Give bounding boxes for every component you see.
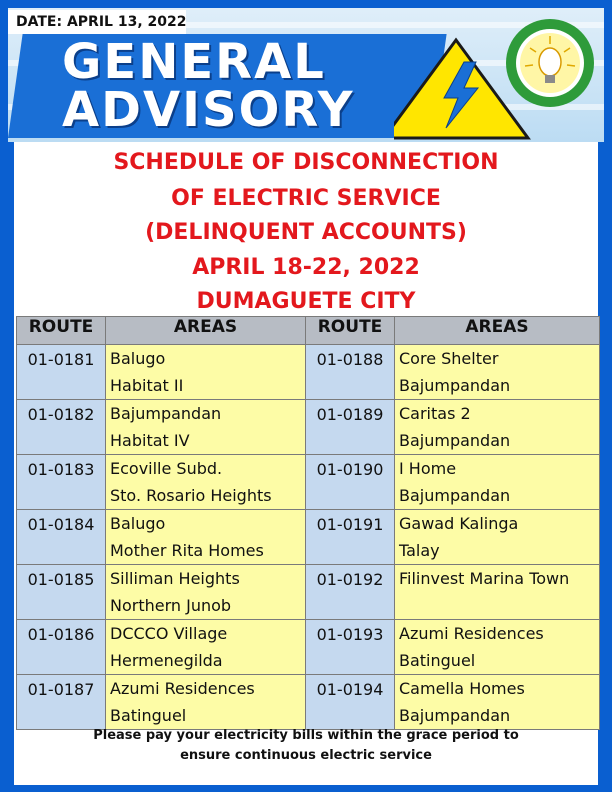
route-code: 01-0184	[17, 510, 106, 565]
route-code: 01-0188	[306, 345, 395, 400]
area-name: Camella Homes	[399, 679, 525, 698]
route-code: 01-0190	[306, 455, 395, 510]
route-code: 01-0183	[17, 455, 106, 510]
area-name: Azumi Residences	[399, 624, 544, 643]
area-name: Silliman Heights	[110, 569, 240, 588]
area-cell	[395, 510, 600, 565]
area-cell	[106, 675, 306, 730]
area-name: Bajumpandan	[399, 706, 511, 725]
area-cell	[395, 345, 600, 400]
column-header-areas: AREAS	[395, 317, 600, 345]
route-code: 01-0181	[17, 345, 106, 400]
area-cell	[106, 620, 306, 675]
route-code: 01-0191	[306, 510, 395, 565]
area-name: Northern Junob	[110, 596, 232, 615]
table-header-row	[17, 317, 600, 345]
table-body	[17, 345, 600, 730]
column-header-route: ROUTE	[17, 317, 106, 345]
route-code: 01-0193	[306, 620, 395, 675]
area-name: Balugo	[110, 349, 166, 368]
area-name: Hermenegilda	[110, 651, 223, 670]
area-name: Caritas 2	[399, 404, 471, 423]
table-row	[17, 675, 600, 730]
area-cell	[106, 455, 306, 510]
area-name: Ecoville Subd.	[110, 459, 223, 478]
notice-city: DUMAGUETE CITY	[196, 289, 416, 314]
area-name: Talay	[399, 541, 440, 560]
area-cell	[395, 675, 600, 730]
notice-heading-1: SCHEDULE OF DISCONNECTION	[113, 150, 499, 175]
area-cell	[395, 565, 600, 620]
route-code: 01-0187	[17, 675, 106, 730]
route-code: 01-0189	[306, 400, 395, 455]
area-cell	[106, 400, 306, 455]
area-name: Azumi Residences	[110, 679, 255, 698]
area-name	[399, 592, 595, 618]
advisory-date: DATE: APRIL 13, 2022	[16, 14, 187, 30]
notice-date-range: APRIL 18-22, 2022	[192, 255, 420, 280]
footer-reminder-line-1: Please pay your electricity bills within the grace period to	[93, 728, 519, 743]
area-name: Gawad Kalinga	[399, 514, 519, 533]
table-row	[17, 565, 600, 620]
area-name: Batinguel	[399, 651, 476, 670]
route-code: 01-0186	[17, 620, 106, 675]
area-name: Batinguel	[110, 706, 187, 725]
area-name: Core Shelter	[399, 349, 499, 368]
area-name: Mother Rita Homes	[110, 541, 264, 560]
area-cell	[395, 620, 600, 675]
area-name: Bajumpandan	[399, 431, 511, 450]
area-name: Bajumpandan	[399, 376, 511, 395]
area-name: I Home	[399, 459, 457, 478]
area-name: Habitat II	[110, 376, 184, 395]
table-row	[17, 620, 600, 675]
column-header-areas: AREAS	[106, 317, 306, 345]
area-name: Habitat IV	[110, 431, 190, 450]
route-code: 01-0194	[306, 675, 395, 730]
area-name: Bajumpandan	[110, 404, 222, 423]
area-name: DCCCO Village	[110, 624, 228, 643]
area-cell	[106, 565, 306, 620]
route-code: 01-0182	[17, 400, 106, 455]
table-row	[17, 510, 600, 565]
disconnection-schedule-table	[16, 316, 600, 730]
notice-heading-2: OF ELECTRIC SERVICE	[171, 186, 441, 211]
area-name: Bajumpandan	[399, 486, 511, 505]
area-cell	[395, 455, 600, 510]
column-header-route: ROUTE	[306, 317, 395, 345]
table-row	[17, 400, 600, 455]
table-row	[17, 455, 600, 510]
table-row	[17, 345, 600, 400]
area-cell	[395, 400, 600, 455]
area-cell	[106, 510, 306, 565]
title-line-1: GENERAL	[62, 34, 326, 90]
notice-heading-3: (DELINQUENT ACCOUNTS)	[145, 220, 467, 245]
area-name: Balugo	[110, 514, 166, 533]
area-name: Sto. Rosario Heights	[110, 486, 272, 505]
route-code: 01-0185	[17, 565, 106, 620]
title-line-2: ADVISORY	[62, 82, 355, 138]
area-cell	[106, 345, 306, 400]
route-code: 01-0192	[306, 565, 395, 620]
footer-reminder-line-2: ensure continuous electric service	[180, 748, 432, 763]
area-name: Filinvest Marina Town	[399, 569, 570, 588]
cooperative-logo	[505, 18, 595, 108]
